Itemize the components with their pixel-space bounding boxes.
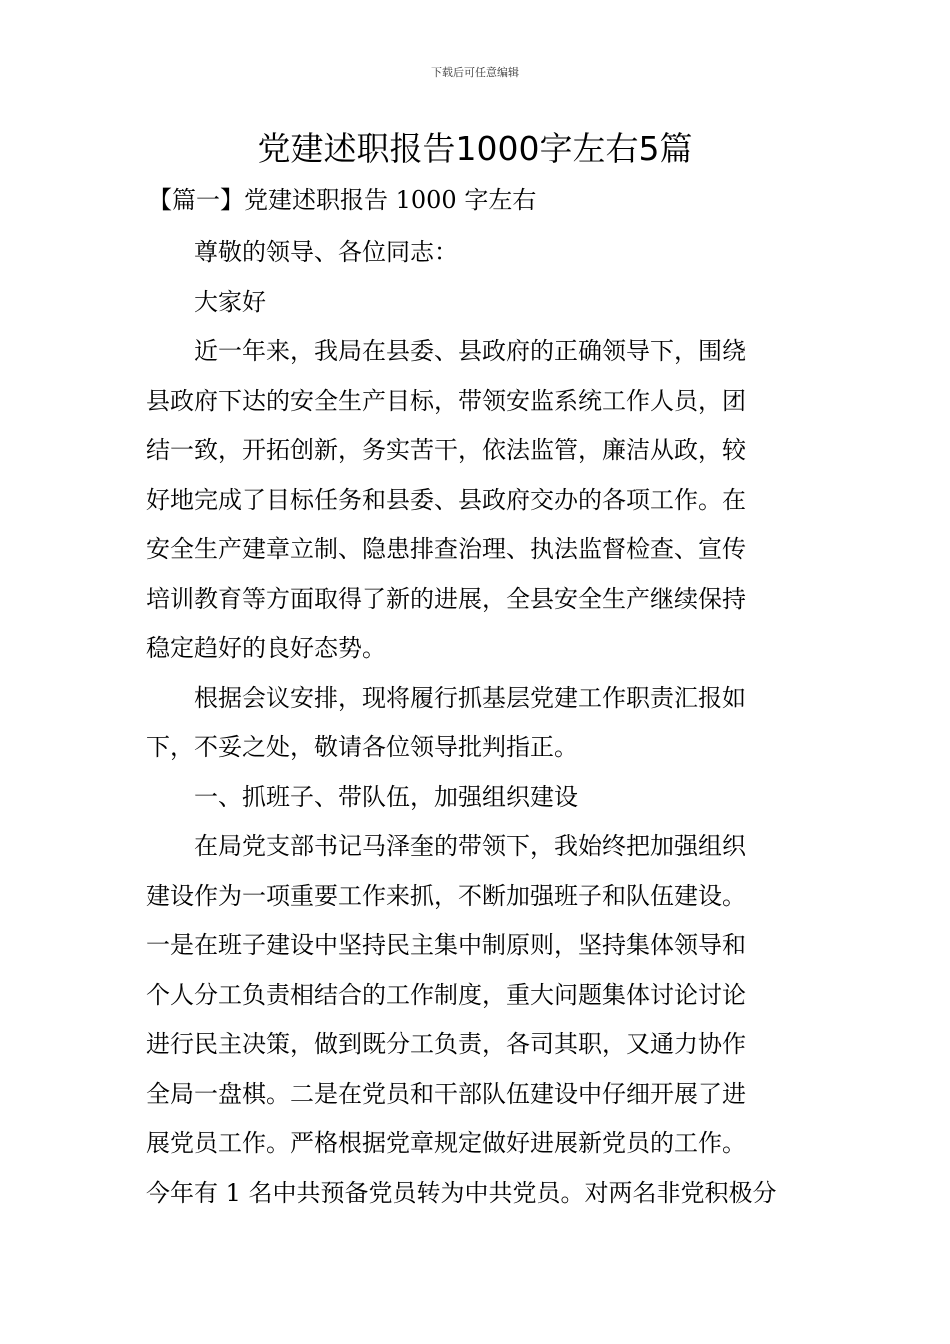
document-body (146, 228, 808, 1218)
subsection-heading: 一、抓班子、带队伍，加强组织建设 (194, 782, 578, 811)
header-note: 下载后可任意编辑 (431, 66, 519, 79)
body-paragraph: 在局党支部书记马泽奎的带领下，我始终把加强组织 建设作为一项重要工作来抓，不断加强班子和队伍建设。 一是在班子建设中坚持民主集中制原则，坚持集体领导和 个人分工负责相结合的工作制度，重大问题集体讨论讨论 进行民主决策，做到既分工负责，各司其职，又通力协作 全局一盘棋。二是在党员和干部队伍建设中仔细开展了进 展党员工作。严格根据党章规定做好进展新党员的工作。 今年有 1 名中共预备党员转为中共党员。对两名非党积极分 (146, 832, 777, 1207)
document-title: 党建述职报告1000字左右5篇 (257, 129, 693, 168)
greeting-paragraph: 大家好 (194, 287, 266, 316)
body-paragraph: 根据会议安排，现将履行抓基层党建工作职责汇报如 下，不妥之处，敬请各位领导批判指正。 (146, 683, 746, 761)
section-heading: 【篇一】党建述职报告 1000 字左右 (148, 186, 537, 214)
salutation-paragraph: 尊敬的领导、各位同志： (194, 238, 458, 266)
body-paragraph: 近一年来，我局在县委、县政府的正确领导下，围绕 县政府下达的安全生产目标，带领安监系统工作人员，团 结一致，开拓创新，务实苦干，依法监管，廉洁从政，较 好地完成了目标任务和县委、县政府交办的各项工作。在 安全生产建章立制、隐患排查治理、执法监督检查、宣传 培训教育等方面取得了新的进展，全县安全生产继续保持 稳定趋好的良好态势。 (146, 337, 746, 662)
